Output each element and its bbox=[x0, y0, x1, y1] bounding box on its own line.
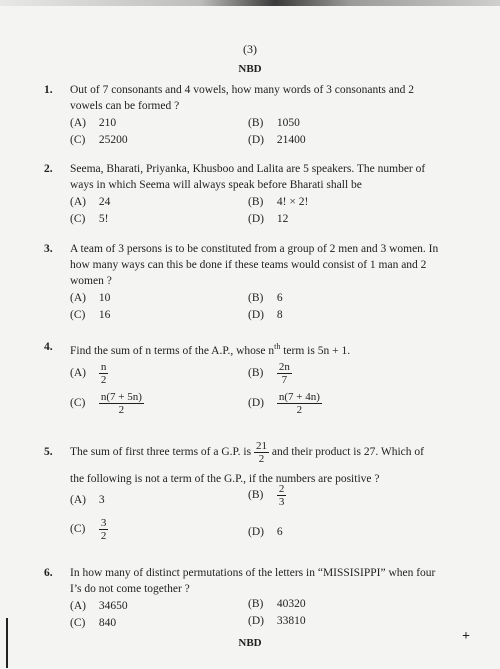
option-value: 3 bbox=[98, 494, 105, 506]
option-a bbox=[70, 290, 110, 306]
option-c bbox=[70, 391, 144, 416]
option-label: (B) bbox=[248, 117, 264, 129]
question-text: A team of 3 persons is to be constituted from a group of 2 men and 3 women. In how many ways can this be done if these teams would consist of 1 man and 2 women ? bbox=[70, 243, 439, 287]
option-label: (A) bbox=[70, 292, 86, 304]
option-label: (C) bbox=[70, 523, 86, 536]
option-label: (D) bbox=[248, 213, 264, 225]
option-a bbox=[70, 194, 110, 210]
option-fraction: $\frac{2n}{7}$ bbox=[278, 361, 290, 386]
option-label: (A) bbox=[70, 367, 86, 380]
question-text: The sum of first three terms of a G.P. is $\frac{21}{2}$ and their product is 27. Which of the following is not a term of the G.P., if the numbers are positive ? bbox=[70, 440, 424, 485]
option-value: 16 bbox=[98, 309, 111, 321]
option-label: (D) bbox=[248, 309, 264, 321]
option-value: 1050 bbox=[276, 117, 300, 129]
question-text: Out of 7 consonants and 4 vowels, how many words of 3 consonants and 2 vowels can be formed ? bbox=[70, 84, 414, 112]
option-a bbox=[70, 598, 128, 614]
option-label: (D) bbox=[248, 397, 264, 410]
option-value: 40320 bbox=[276, 598, 306, 610]
question-number: 1. bbox=[44, 84, 53, 96]
option-label: (D) bbox=[248, 134, 264, 146]
page-number: (3) bbox=[243, 42, 257, 56]
option-fraction: $\frac{n(7 + 5n)}{2}$ bbox=[100, 391, 142, 416]
option-a bbox=[70, 492, 105, 508]
option-value: 210 bbox=[98, 117, 117, 129]
question-number: 3. bbox=[44, 243, 53, 255]
option-value: 6 bbox=[276, 526, 283, 538]
question-text: Find the sum of n terms of the A.P., whose $n^{th}$ term is 5n + 1. bbox=[70, 342, 351, 357]
option-b bbox=[248, 483, 286, 508]
option-value: 8 bbox=[276, 309, 283, 321]
option-label: (B) bbox=[248, 367, 264, 380]
option-b bbox=[248, 115, 300, 131]
option-d bbox=[248, 613, 306, 629]
option-a bbox=[70, 115, 116, 131]
option-d bbox=[248, 391, 322, 416]
option-label: (A) bbox=[70, 494, 86, 506]
option-c bbox=[70, 307, 110, 323]
question-number: 5. bbox=[44, 446, 53, 458]
option-a bbox=[70, 361, 108, 386]
option-value: 25200 bbox=[98, 134, 128, 146]
option-label: (B) bbox=[248, 292, 264, 304]
question-number: 6. bbox=[44, 567, 53, 579]
option-fraction: $\frac{n}{2}$ bbox=[100, 361, 107, 386]
option-label: (B) bbox=[248, 196, 264, 208]
option-c bbox=[70, 615, 116, 631]
option-label: (C) bbox=[70, 397, 86, 410]
question-number: 4. bbox=[44, 341, 53, 353]
option-value: 33810 bbox=[276, 615, 306, 627]
option-b bbox=[248, 596, 306, 612]
header-code: NBD bbox=[238, 63, 262, 75]
option-b bbox=[248, 194, 308, 210]
option-c bbox=[70, 517, 108, 542]
option-value: 6 bbox=[276, 292, 283, 304]
option-fraction: $\frac{2}{3}$ bbox=[278, 483, 285, 508]
option-c bbox=[70, 132, 128, 148]
option-label: (B) bbox=[248, 598, 264, 610]
option-value: 4! × 2! bbox=[276, 196, 309, 208]
option-d bbox=[248, 524, 283, 540]
option-label: (D) bbox=[248, 615, 264, 627]
option-fraction: $\frac{n(7 + 4n)}{2}$ bbox=[278, 391, 320, 416]
option-b bbox=[248, 290, 283, 306]
option-value: 12 bbox=[276, 213, 289, 225]
option-label: (D) bbox=[248, 526, 264, 538]
option-label: (A) bbox=[70, 600, 86, 612]
option-value: 34650 bbox=[98, 600, 128, 612]
option-label: (C) bbox=[70, 309, 86, 321]
option-d bbox=[248, 307, 283, 323]
option-b bbox=[248, 361, 292, 386]
option-label: (A) bbox=[70, 196, 86, 208]
question-text: In how many of distinct permutations of the letters in “MISSISIPPI” when four I’s do not come together ? bbox=[70, 567, 436, 595]
option-fraction: $\frac{3}{2}$ bbox=[100, 517, 107, 542]
option-value: 24 bbox=[98, 196, 111, 208]
option-label: (C) bbox=[70, 134, 86, 146]
option-value: 840 bbox=[98, 617, 117, 629]
option-label: (C) bbox=[70, 617, 86, 629]
question-number: 2. bbox=[44, 163, 53, 175]
plus-mark: + bbox=[462, 629, 470, 644]
option-label: (A) bbox=[70, 117, 86, 129]
question-text: Seema, Bharati, Priyanka, Khusboo and Lalita are 5 speakers. The number of ways in which Seema will always speak before Bharati shall be bbox=[70, 163, 426, 191]
option-value: 21400 bbox=[276, 134, 306, 146]
option-d bbox=[248, 211, 288, 227]
option-c bbox=[70, 211, 108, 227]
option-value: 5! bbox=[98, 213, 109, 225]
footer-code: NBD bbox=[238, 637, 262, 649]
option-label: (C) bbox=[70, 213, 86, 225]
option-d bbox=[248, 132, 306, 148]
scan-edge-top bbox=[0, 0, 500, 6]
option-label: (B) bbox=[248, 489, 264, 502]
option-value: 10 bbox=[98, 292, 111, 304]
